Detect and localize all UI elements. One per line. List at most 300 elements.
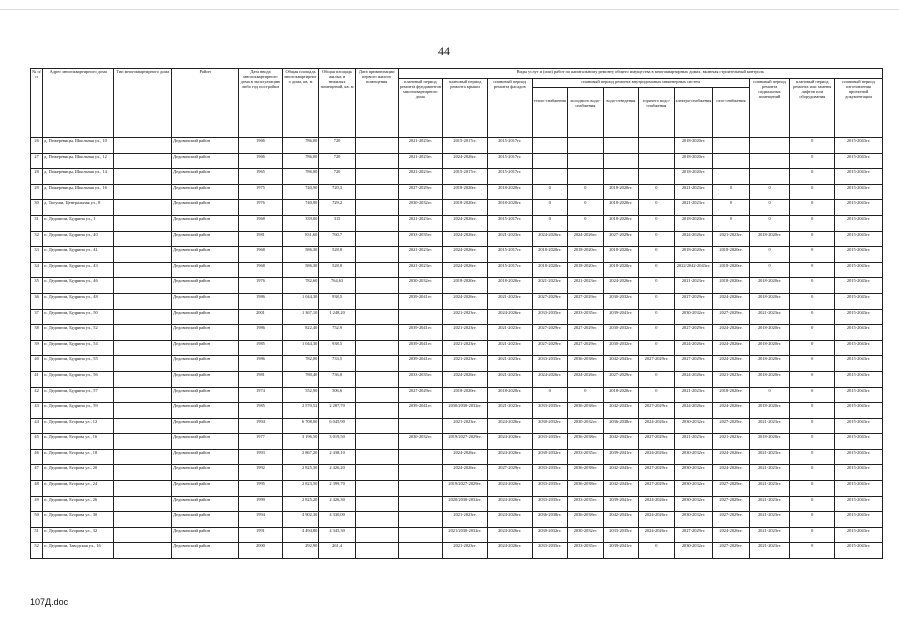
cell-address: п. Дедовичи, Егорова ул., 26 — [43, 496, 114, 512]
cell-house-type — [114, 434, 172, 450]
cell-elevator: 0 — [790, 403, 835, 419]
cell-facade: 2027-2029гг. — [487, 465, 532, 481]
cell-documentation: 2015-2043гг. — [835, 434, 883, 450]
cell-elevator: 0 — [790, 231, 835, 247]
cell-privatization — [355, 449, 398, 465]
cell-electric: 2027-2029гг. — [674, 527, 713, 543]
cell-living-area: 720 — [319, 138, 356, 154]
cell-privatization — [355, 247, 398, 263]
cell-roof: 2021-2023гг. — [443, 325, 488, 341]
cell-hot-water: 0 — [639, 371, 675, 387]
header-cold-water: холодного водо-снабжения — [568, 88, 604, 137]
cell-living-area: 764,63 — [319, 278, 356, 294]
cell-electric: 2018-2020гг. — [674, 153, 713, 169]
cell-privatization — [355, 418, 398, 434]
cell-cold-water: 2027-2029гг. — [568, 340, 604, 356]
cell-basement: 0 — [749, 387, 790, 403]
cell-facade: 2021-2023гг. — [487, 231, 532, 247]
cell-elevator: 0 — [790, 262, 835, 278]
cell-address: п. Дедовичи, Будрина ул., 1 — [43, 215, 114, 231]
cell-sewer: 2030-2032гг. — [603, 293, 639, 309]
cell-elevator: 0 — [790, 371, 835, 387]
cell-address: п. Дедовичи, Будрина ул., 40 — [43, 231, 114, 247]
header-documentation: плановый период изготовления проектной документации — [835, 79, 883, 138]
cell-documentation: 2015-2043гг. — [835, 496, 883, 512]
cell-house-type — [114, 512, 172, 528]
cell-hot-water: 0 — [639, 184, 675, 200]
cell-year: 1966 — [239, 153, 283, 169]
cell-total-area: 1 044,30 — [282, 293, 319, 309]
cell-roof: 2021-2023гг. — [443, 309, 488, 325]
cell-living-area: 752,9 — [319, 325, 356, 341]
cell-documentation: 2015-2043гг. — [835, 325, 883, 341]
cell-total-area: 3 196,50 — [282, 434, 319, 450]
header-living-area: Общая площадь жилых и нежилых помещений, кв. м — [319, 69, 356, 138]
cell-num: 28 — [31, 169, 43, 185]
cell-documentation: 2015-2043гг. — [835, 309, 883, 325]
cell-facade: 2024-2026гг. — [487, 481, 532, 497]
cell-sewer: 2018-2020гг. — [603, 262, 639, 278]
cell-year: 1999 — [239, 496, 283, 512]
cell-facade: 2024-2026гг. — [487, 309, 532, 325]
cell-foundation: 2021-2023гг. — [398, 215, 443, 231]
cell-foundation: 2021-2023гг. — [398, 169, 443, 185]
cell-sewer: 2042-2043гг. — [603, 512, 639, 528]
cell-total-area: 6 708,00 — [282, 418, 319, 434]
cell-electric: 2018-2020гг. — [674, 247, 713, 263]
cell-roof: 2024-2026гг. — [443, 465, 488, 481]
cell-year: 1986 — [239, 293, 283, 309]
cell-cold-water: 2036-2038гг. — [568, 356, 604, 372]
cell-total-area: 782,00 — [282, 356, 319, 372]
cell-foundation: 2021-2023гг. — [398, 262, 443, 278]
cell-gas: 2024-2026гг. — [713, 293, 750, 309]
cell-privatization — [355, 200, 398, 216]
cell-address: п. Дедовичи, Будрина ул., 46 — [43, 278, 114, 294]
cell-total-area: 2 825,20 — [282, 496, 319, 512]
cell-cold-water: 2033-2035гг. — [568, 496, 604, 512]
cell-district: Дедовичский район — [172, 481, 239, 497]
cell-cold-water: 2036-2038гг. — [568, 434, 604, 450]
cell-facade: 2015-2017гг. — [487, 138, 532, 154]
cell-gas — [713, 153, 750, 169]
cell-roof: 2018-2020гг. — [443, 387, 488, 403]
cell-heat: 2033-2035гг. — [532, 465, 568, 481]
cell-cold-water: 2021-2023гг. — [568, 278, 604, 294]
cell-roof: 2024-2026гг. — [443, 293, 488, 309]
table-row — [31, 278, 883, 294]
cell-address: п. Дедовичи, Егорова ул., 24 — [43, 481, 114, 497]
cell-elevator: 0 — [790, 293, 835, 309]
cell-cold-water: 2033-2035гг. — [568, 543, 604, 559]
cell-living-area: 4 345,30 — [319, 527, 356, 543]
cell-living-area: 315 — [319, 215, 356, 231]
cell-total-area: 2 823,50 — [282, 481, 319, 497]
cell-house-type — [114, 153, 172, 169]
header-heat: тепло-снабжения — [533, 88, 569, 137]
cell-hot-water: 0 — [639, 543, 675, 559]
cell-year: 1995 — [239, 481, 283, 497]
cell-cold-water: 2018-2020гг. — [568, 247, 604, 263]
cell-living-area: 3 019,50 — [319, 434, 356, 450]
cell-documentation: 2015-2043гг. — [835, 465, 883, 481]
cell-foundation — [398, 527, 443, 543]
cell-facade: 2024-2026гг. — [487, 527, 532, 543]
cell-gas: 2027-2029гг. — [713, 481, 750, 497]
cell-documentation: 2015-2043гг. — [835, 418, 883, 434]
cell-facade: 2024-2026гг. — [487, 418, 532, 434]
cell-address: п. Дедовичи, Будрина ул., 54 — [43, 340, 114, 356]
cell-basement — [749, 169, 790, 185]
header-foundation: плановый период ремонта фундаментов многоквартирного дома — [398, 79, 443, 138]
cell-living-area: 6 045,90 — [319, 418, 356, 434]
cell-year: 1994 — [239, 418, 283, 434]
cell-living-area: 720 — [319, 169, 356, 185]
cell-gas: 2024-2026гг. — [713, 449, 750, 465]
cell-facade: 2021-2023гг. — [487, 340, 532, 356]
cell-basement: 2018-2020гг. — [749, 403, 790, 419]
cell-sewer: 2036-2038гг. — [603, 418, 639, 434]
cell-cold-water: 2036-2038гг. — [568, 512, 604, 528]
cell-heat: 2024-2026гг. — [532, 371, 568, 387]
table-row — [31, 418, 883, 434]
cell-heat: 2018-2020гг. — [532, 247, 568, 263]
cell-electric: 2027-2029гг. — [674, 325, 713, 341]
cell-elevator: 0 — [790, 309, 835, 325]
table-row — [31, 215, 883, 231]
cell-electric: 2018-2020гг. — [674, 138, 713, 154]
cell-hot-water: 2024-2026гг. — [639, 449, 675, 465]
cell-foundation: 2033-2035гг. — [398, 231, 443, 247]
cell-gas: 2018-2020гг. — [713, 387, 750, 403]
cell-total-area: 292,90 — [282, 543, 319, 559]
cell-documentation: 2015-2043гг. — [835, 184, 883, 200]
cell-roof: 2019/2027-2029гг. — [443, 481, 488, 497]
cell-num: 52 — [31, 543, 43, 559]
cell-address: д. Пожеревицы, Школьная ул., 12 — [43, 153, 114, 169]
cell-house-type — [114, 247, 172, 263]
table-row — [31, 403, 883, 419]
cell-facade: 2024-2026гг. — [487, 543, 532, 559]
cell-num: 37 — [31, 309, 43, 325]
cell-basement: 2018-2020гг. — [749, 340, 790, 356]
cell-elevator: 0 — [790, 169, 835, 185]
cell-privatization — [355, 309, 398, 325]
cell-year: 1968 — [239, 215, 283, 231]
cell-living-area: 261,4 — [319, 543, 356, 559]
cell-house-type — [114, 184, 172, 200]
cell-heat: 2033-2035гг. — [532, 434, 568, 450]
cell-gas — [713, 138, 750, 154]
cell-electric: 2030-2032гг. — [674, 481, 713, 497]
cell-district: Дедовичский район — [172, 449, 239, 465]
cell-foundation — [398, 496, 443, 512]
cell-sewer: 2039-2041гг. — [603, 449, 639, 465]
cell-gas: 2024-2026гг. — [713, 465, 750, 481]
cell-hot-water: 0 — [639, 262, 675, 278]
cell-cold-water: 2027-2029гг. — [568, 325, 604, 341]
cell-address: п. Дедовичи, Будрина ул., 57 — [43, 387, 114, 403]
cell-roof: 2018-2020гг. — [443, 200, 488, 216]
cell-address: п. Дедовичи, Будрина ул., 50 — [43, 309, 114, 325]
cell-district: Дедовичский район — [172, 138, 239, 154]
cell-roof: 2024-2026гг. — [443, 247, 488, 263]
cell-district: Дедовичский район — [172, 527, 239, 543]
cell-address: п. Дедовичи, Будрина ул., 52 — [43, 325, 114, 341]
cell-privatization — [355, 434, 398, 450]
cell-hot-water: 2024-2026гг. — [639, 512, 675, 528]
cell-privatization — [355, 138, 398, 154]
cell-gas: 2024-2026гг. — [713, 356, 750, 372]
cell-heat — [532, 138, 568, 154]
cell-district: Дедовичский район — [172, 434, 239, 450]
cell-num: 49 — [31, 496, 43, 512]
cell-total-area: 2 570,52 — [282, 403, 319, 419]
cell-living-area: 729,2 — [319, 200, 356, 216]
cell-electric: 2022/2042-2043гг. — [674, 262, 713, 278]
cell-foundation: 2039-2041гг. — [398, 356, 443, 372]
cell-hot-water: 2024-2026гг. — [639, 496, 675, 512]
cell-basement: 2021-2023гг. — [749, 527, 790, 543]
cell-roof: 2021/2030-2032гг. — [443, 527, 488, 543]
table-body — [31, 138, 883, 559]
cell-elevator: 0 — [790, 418, 835, 434]
cell-elevator: 0 — [790, 153, 835, 169]
cell-foundation: 2039-2041гг. — [398, 325, 443, 341]
cell-sewer: 2033-2035гг. — [603, 527, 639, 543]
cell-district: Дедовичский район — [172, 200, 239, 216]
cell-heat: 2033-2035гг. — [532, 309, 568, 325]
cell-electric: 2021-2023гг. — [674, 184, 713, 200]
cell-sewer: 2030-2032гг. — [603, 340, 639, 356]
cell-living-area: 760,7 — [319, 231, 356, 247]
header-total-area: Общая площадь многоквартирного дома, кв. м — [282, 69, 319, 138]
cell-district: Дедовичский район — [172, 293, 239, 309]
cell-district: Дедовичский район — [172, 356, 239, 372]
cell-year: 1977 — [239, 434, 283, 450]
cell-facade: 2021-2023гг. — [487, 403, 532, 419]
cell-roof: 2021-2023гг. — [443, 356, 488, 372]
cell-cold-water: 2036-2038гг. — [568, 465, 604, 481]
cell-privatization — [355, 278, 398, 294]
cell-hot-water: 0 — [639, 340, 675, 356]
cell-year: 1976 — [239, 200, 283, 216]
cell-foundation: 2039-2041гг. — [398, 403, 443, 419]
cell-privatization — [355, 527, 398, 543]
cell-total-area: 339,00 — [282, 215, 319, 231]
cell-total-area: 4 494,80 — [282, 527, 319, 543]
cell-hot-water — [639, 138, 675, 154]
cell-cold-water: 2024-2026гг. — [568, 371, 604, 387]
table-row — [31, 138, 883, 154]
cell-living-area: 528,8 — [319, 262, 356, 278]
cell-living-area: 938,5 — [319, 340, 356, 356]
cell-privatization — [355, 325, 398, 341]
cell-privatization — [355, 262, 398, 278]
cell-facade: 2021-2023гг. — [487, 325, 532, 341]
cell-house-type — [114, 340, 172, 356]
cell-documentation: 2015-2043гг. — [835, 153, 883, 169]
cell-roof: 2018-2020гг. — [443, 278, 488, 294]
cell-gas: 2027-2029гг. — [713, 418, 750, 434]
cell-gas: 2018-2020гг. — [713, 262, 750, 278]
cell-roof: 2024-2026гг. — [443, 449, 488, 465]
cell-house-type — [114, 231, 172, 247]
header-privatization: Дата приватизации первого жилого помещения — [355, 69, 398, 138]
cell-sewer: 2030-2032гг. — [603, 325, 639, 341]
cell-year: 1975 — [239, 184, 283, 200]
cell-total-area: 552,90 — [282, 387, 319, 403]
cell-basement — [749, 138, 790, 154]
cell-hot-water: 2024-2026гг. — [639, 527, 675, 543]
cell-address: п. Дедовичи, Егорова ул., 20 — [43, 465, 114, 481]
cell-house-type — [114, 293, 172, 309]
cell-gas: 2027-2029гг. — [713, 512, 750, 528]
cell-electric: 2030-2032гг. — [674, 418, 713, 434]
cell-living-area: 720,3 — [319, 184, 356, 200]
cell-facade: 2021-2023гг. — [487, 293, 532, 309]
cell-living-area: 2 399,70 — [319, 481, 356, 497]
cell-year: 1985 — [239, 340, 283, 356]
cell-living-area: 2 426,30 — [319, 496, 356, 512]
cell-documentation: 2015-2043гг. — [835, 278, 883, 294]
cell-gas: 2024-2026гг. — [713, 403, 750, 419]
cell-electric: 2021-2023гг. — [674, 387, 713, 403]
cell-house-type — [114, 309, 172, 325]
cell-basement: 0 — [749, 262, 790, 278]
cell-hot-water — [639, 153, 675, 169]
cell-district: Дедовичский район — [172, 403, 239, 419]
cell-documentation: 2015-2043гг. — [835, 512, 883, 528]
document-filename: 107Д.doc — [30, 597, 69, 607]
cell-privatization — [355, 371, 398, 387]
cell-hot-water — [639, 169, 675, 185]
cell-num: 51 — [31, 527, 43, 543]
cell-gas: 2021-2023гг. — [713, 434, 750, 450]
table-row — [31, 309, 883, 325]
cell-hot-water: 2027-2029гг. — [639, 465, 675, 481]
cell-basement: 2021-2023гг. — [749, 543, 790, 559]
cell-privatization — [355, 356, 398, 372]
cell-num: 31 — [31, 215, 43, 231]
cell-living-area: 1 248,20 — [319, 309, 356, 325]
cell-district: Дедовичский район — [172, 215, 239, 231]
cell-house-type — [114, 200, 172, 216]
cell-house-type — [114, 418, 172, 434]
cell-heat: 2033-2035гг. — [532, 481, 568, 497]
cell-living-area: 2 287,70 — [319, 403, 356, 419]
cell-elevator: 0 — [790, 325, 835, 341]
cell-hot-water: 2027-2029гг. — [639, 403, 675, 419]
cell-num: 39 — [31, 340, 43, 356]
cell-electric: 2030-2032гг. — [674, 465, 713, 481]
cell-living-area: 938,5 — [319, 293, 356, 309]
cell-address: п. Дедовичи, Будрина ул., 48 — [43, 293, 114, 309]
table-row — [31, 387, 883, 403]
cell-documentation: 2015-2043гг. — [835, 200, 883, 216]
cell-hot-water: 0 — [639, 231, 675, 247]
table-row — [31, 293, 883, 309]
cell-year: 1985 — [239, 403, 283, 419]
table-row — [31, 340, 883, 356]
cell-district: Дедовичский район — [172, 278, 239, 294]
cell-num: 33 — [31, 247, 43, 263]
cell-total-area: 2 825,30 — [282, 465, 319, 481]
cell-sewer: 2042-2043гг. — [603, 481, 639, 497]
cell-heat: 2033-2035гг. — [532, 403, 568, 419]
cell-address: д. Тигуши, Центральная ул., 8 — [43, 200, 114, 216]
cell-privatization — [355, 231, 398, 247]
cell-documentation: 2015-2043гг. — [835, 481, 883, 497]
table-row — [31, 184, 883, 200]
cell-cold-water: 2033-2035гг. — [568, 309, 604, 325]
cell-cold-water — [568, 138, 604, 154]
cell-roof: 2024-2026гг. — [443, 371, 488, 387]
table-row — [31, 169, 883, 185]
cell-heat: 2033-2035гг. — [532, 356, 568, 372]
cell-heat: 2030-2032гг. — [532, 527, 568, 543]
cell-num: 30 — [31, 200, 43, 216]
cell-year: 1965 — [239, 169, 283, 185]
cell-electric: 2018-2020гг. — [674, 169, 713, 185]
cell-living-area: 2 426,20 — [319, 465, 356, 481]
cell-sewer: 2018-2020гг. — [603, 200, 639, 216]
table-row — [31, 231, 883, 247]
cell-address: п. Дедовичи, Егорова ул., 12 — [43, 418, 114, 434]
cell-elevator: 0 — [790, 215, 835, 231]
cell-district: Дедовичский район — [172, 465, 239, 481]
cell-basement: 0 — [749, 247, 790, 263]
cell-address: д. Пожеревицы, Школьная ул., 16 — [43, 184, 114, 200]
cell-electric: 2018-2020гг. — [674, 215, 713, 231]
cell-num: 45 — [31, 434, 43, 450]
cell-elevator: 0 — [790, 356, 835, 372]
cell-basement: 0 — [749, 200, 790, 216]
cell-documentation: 2015-2043гг. — [835, 138, 883, 154]
cell-electric: 2024-2026гг. — [674, 231, 713, 247]
cell-gas: 2018-2020гг. — [713, 247, 750, 263]
cell-district: Дедовичский район — [172, 371, 239, 387]
cell-cold-water: 2036-2038гг. — [568, 403, 604, 419]
cell-roof: 2021-2023гг. — [443, 418, 488, 434]
cell-documentation: 2015-2043гг. — [835, 527, 883, 543]
cell-district: Дедовичский район — [172, 184, 239, 200]
cell-sewer: 2039-2041гг. — [603, 543, 639, 559]
cell-elevator: 0 — [790, 527, 835, 543]
header-hot-water: горячего водо-снабжения — [639, 88, 675, 137]
cell-cold-water: 2033-2035гг. — [568, 449, 604, 465]
cell-elevator: 0 — [790, 247, 835, 263]
cell-living-area: 528,8 — [319, 247, 356, 263]
cell-foundation: 2021-2023гг. — [398, 247, 443, 263]
cell-hot-water: 0 — [639, 387, 675, 403]
cell-total-area: 786,00 — [282, 153, 319, 169]
cell-elevator: 0 — [790, 434, 835, 450]
cell-elevator: 0 — [790, 543, 835, 559]
header-house-type: Тип многоквартирного дома — [114, 69, 172, 138]
cell-total-area: 780,40 — [282, 371, 319, 387]
cell-house-type — [114, 449, 172, 465]
cell-living-area: 720 — [319, 153, 356, 169]
cell-sewer: 2018-2020гг. — [603, 387, 639, 403]
cell-privatization — [355, 481, 398, 497]
cell-cold-water: 2024-2026гг. — [568, 231, 604, 247]
cell-basement: 2021-2023гг. — [749, 512, 790, 528]
table-row — [31, 325, 883, 341]
cell-year: 2000 — [239, 543, 283, 559]
cell-num: 35 — [31, 278, 43, 294]
cell-facade: 2018-2020гг. — [487, 278, 532, 294]
